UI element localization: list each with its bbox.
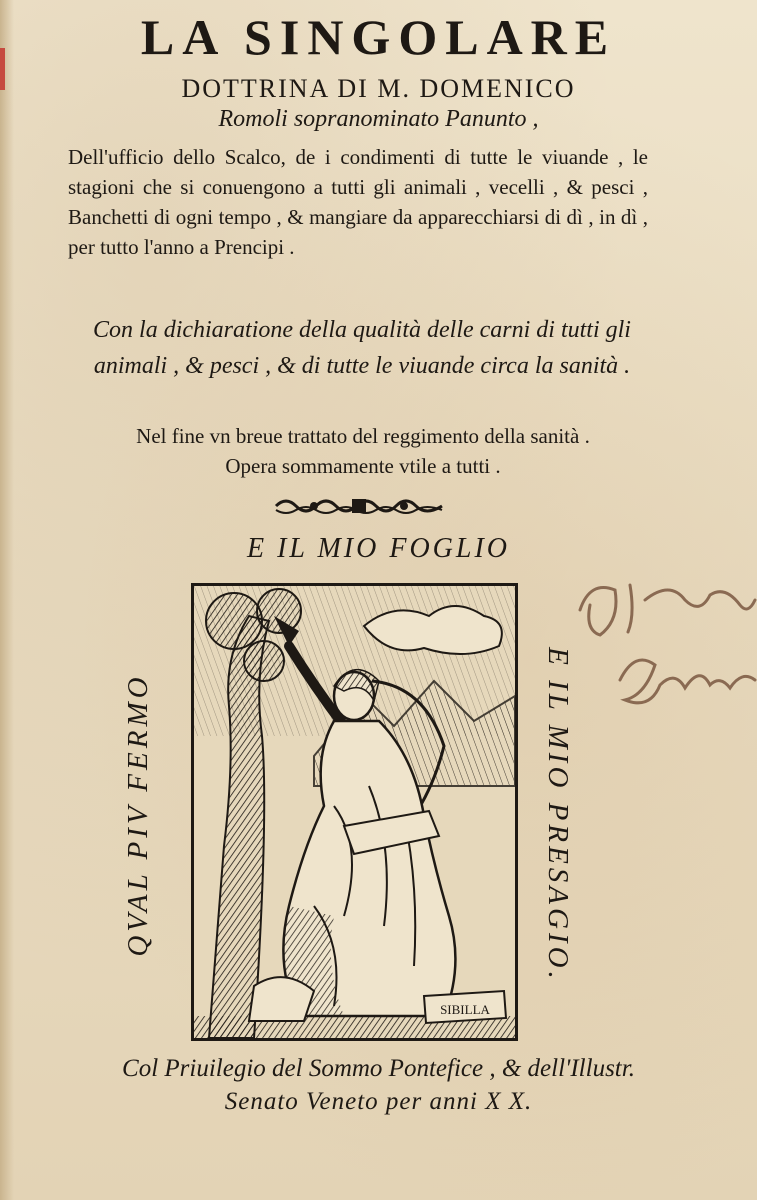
description-paragraph: Dell'ufficio dello Scalco, de i condimenti di tutte le viuande , le stagioni che si conuengono a tutti gli animali , vecelli , & pesci , Banchetti di ogni tempo , & mangiare da apparecchiarsi di dì , in dì , per tutto l'anno a Prencipi . bbox=[68, 145, 648, 259]
author-line: Romoli sopranominato Panunto , bbox=[218, 106, 539, 132]
ornament-divider-icon bbox=[274, 496, 444, 516]
emblem-motto-right-text: E IL MIO PRESAGIO. bbox=[542, 647, 574, 983]
sibilla-banner-label: SIBILLA bbox=[440, 1002, 490, 1017]
emblem-motto-left bbox=[108, 605, 168, 1025]
emblem-motto-left-text: QVAL PIV FERMO bbox=[122, 673, 154, 957]
declaration-paragraph: Con la dichiaratione della qualità delle carni di tutti gli animali , & pesci , & di tutte le viuande circa la sanità . bbox=[93, 317, 631, 379]
book-title: LA SINGOLARE bbox=[140, 9, 617, 65]
privilege-line-1: Col Priuilegio del Sommo Pontefice , & dell'Illustr. bbox=[122, 1055, 635, 1082]
handwritten-signature-icon bbox=[560, 560, 757, 730]
emblem-motto-top: E IL MIO FOGLIO bbox=[246, 533, 511, 564]
opera-line: Opera sommamente vtile a tutti . bbox=[225, 454, 501, 478]
sibyl-woodcut bbox=[191, 583, 518, 1041]
treatise-line: Nel fine vn breue trattato del reggimento della sanità . bbox=[136, 424, 590, 448]
page-edge bbox=[0, 0, 14, 1200]
woodcut-illustration bbox=[194, 586, 515, 1038]
book-subtitle: DOTTRINA DI M. DOMENICO bbox=[181, 74, 576, 103]
privilege-line-2: Senato Veneto per anni X X. bbox=[224, 1088, 533, 1115]
